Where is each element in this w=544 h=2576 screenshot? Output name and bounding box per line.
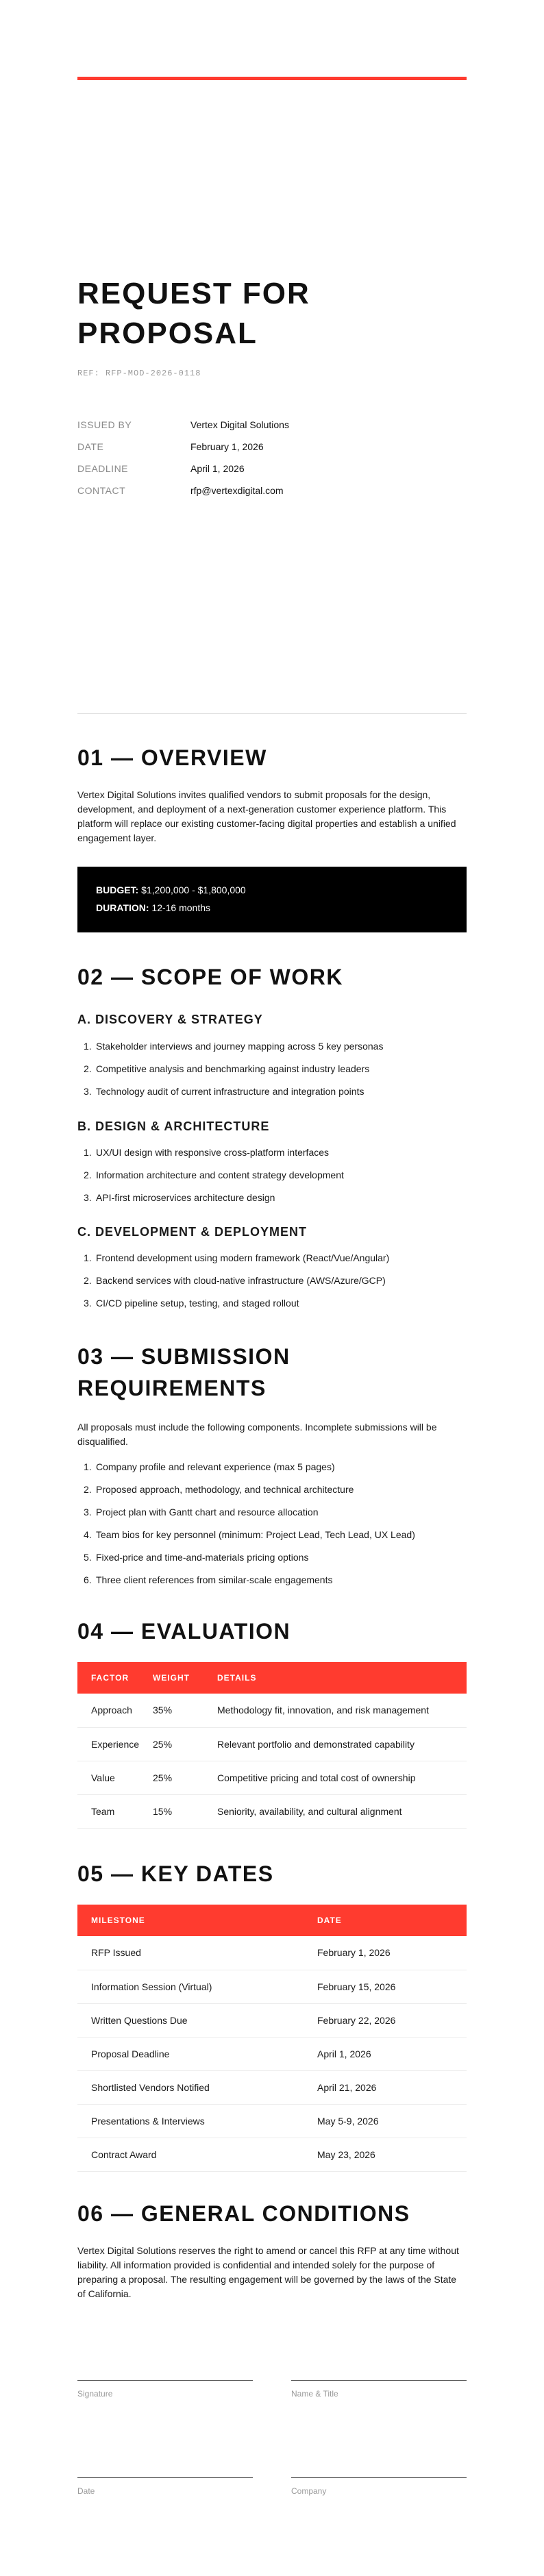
budget-box	[77, 867, 467, 932]
company-line[interactable]	[291, 2477, 467, 2478]
budget-value: $1,200,000 - $1,800,000	[138, 884, 246, 895]
list-item: 3. Project plan with Gantt chart and resource allocation	[84, 1506, 319, 1518]
meta-row-deadline	[77, 458, 467, 480]
submission-intro: All proposals must include the following components. Incomplete submissions will be disqualified.	[77, 1422, 437, 1447]
name-title-label: Name & Title	[291, 2389, 338, 2399]
table-header	[77, 1905, 467, 1936]
meta-row-issued-by	[77, 414, 467, 436]
column-header: DATE	[317, 1916, 342, 1925]
signature-label: Signature	[77, 2389, 113, 2399]
table-row: Presentations & Interviews May 5-9, 2026	[77, 2104, 467, 2138]
list-item: 1. UX/UI design with responsive cross-platform interfaces	[84, 1146, 330, 1158]
scope-list-development	[77, 1246, 467, 1314]
column-header: WEIGHT	[153, 1673, 190, 1683]
table-row: RFP Issued February 1, 2026	[77, 1936, 467, 1970]
scope-section-title: A. DISCOVERY & STRATEGY	[77, 1013, 263, 1026]
submission-list	[77, 1455, 467, 1591]
scope-section-title: B. DESIGN & ARCHITECTURE	[77, 1119, 270, 1133]
key-dates-table	[77, 1905, 467, 2172]
table-row: Proposal Deadline April 1, 2026	[77, 2037, 467, 2070]
section-divider	[77, 713, 467, 714]
duration-label: DURATION:	[96, 902, 149, 913]
table-header	[77, 1662, 467, 1694]
conditions-body: Vertex Digital Solutions reserves the right to amend or cancel this RFP at any time without liability. All information provided is confidential and intended solely for the purpose of preparing a proposal. The resulting engagement will be governed by the laws of the State of California.	[77, 2245, 459, 2299]
budget-label: BUDGET:	[96, 884, 139, 895]
list-item: 2. Proposed approach, methodology, and technical architecture	[84, 1483, 354, 1495]
key-dates-heading: 05 — KEY DATES	[77, 1861, 274, 1886]
meta-key: DEADLINE	[77, 463, 129, 474]
table-row: Written Questions Due February 22, 2026	[77, 2003, 467, 2037]
table-row: Shortlisted Vendors Notified April 21, 2026	[77, 2070, 467, 2104]
document-title: REQUEST FOR PROPOSAL	[77, 277, 310, 350]
submission-heading: 03 — SUBMISSION REQUIREMENTS	[77, 1344, 290, 1400]
conditions-heading: 06 — GENERAL CONDITIONS	[77, 2201, 410, 2226]
cover-meta	[77, 414, 467, 501]
duration-value: 12-16 months	[149, 902, 211, 913]
table-row: Experience 25% Relevant portfolio and demonstrated capability	[77, 1727, 467, 1761]
meta-row-date	[77, 436, 467, 458]
signature-line[interactable]	[77, 2380, 253, 2381]
list-item: 2. Backend services with cloud-native infrastructure (AWS/Azure/GCP)	[84, 1274, 386, 1286]
list-item: 3. Technology audit of current infrastructure and integration points	[84, 1085, 364, 1097]
meta-value: February 1, 2026	[190, 441, 264, 452]
evaluation-heading: 04 — EVALUATION	[77, 1619, 291, 1644]
reference-number: REF: RFP-MOD-2026-0118	[77, 369, 201, 378]
table-row: Contract Award May 23, 2026	[77, 2138, 467, 2171]
column-header: DETAILS	[217, 1673, 257, 1683]
table-row: Approach 35% Methodology fit, innovation, and risk management	[77, 1694, 467, 1727]
accent-rule	[77, 77, 467, 80]
meta-value: April 1, 2026	[190, 463, 245, 474]
overview-body: Vertex Digital Solutions invites qualified vendors to submit proposals for the design, development, and deployment of a next-generation customer experience platform. This platform will replace our existing customer-facing digital properties and establish a unified engagement layer.	[77, 789, 456, 843]
list-item: 2. Competitive analysis and benchmarking against industry leaders	[84, 1063, 370, 1074]
date-label: Date	[77, 2486, 95, 2496]
company-label: Company	[291, 2486, 327, 2496]
meta-key: ISSUED BY	[77, 419, 132, 430]
meta-key: DATE	[77, 441, 104, 452]
list-item: 4. Team bios for key personnel (minimum: Project Lead, Tech Lead, UX Lead)	[84, 1528, 415, 1540]
scope-list-design	[77, 1141, 467, 1209]
evaluation-table	[77, 1662, 467, 1829]
table-row: Information Session (Virtual) February 15, 2026	[77, 1970, 467, 2003]
list-item: 1. Company profile and relevant experience (max 5 pages)	[84, 1461, 335, 1472]
scope-heading: 02 — SCOPE OF WORK	[77, 965, 343, 989]
table-row: Value 25% Competitive pricing and total cost of ownership	[77, 1761, 467, 1794]
list-item: 2. Information architecture and content strategy development	[84, 1169, 344, 1180]
list-item: 6. Three client references from similar-scale engagements	[84, 1574, 333, 1585]
list-item: 3. API-first microservices architecture design	[84, 1191, 275, 1203]
date-line[interactable]	[77, 2477, 253, 2478]
contact-email[interactable]: rfp@vertexdigital.com	[190, 485, 284, 496]
scope-section-title: C. DEVELOPMENT & DEPLOYMENT	[77, 1225, 308, 1239]
scope-list-discovery	[77, 1035, 467, 1102]
column-header: FACTOR	[91, 1673, 129, 1683]
list-item: 5. Fixed-price and time-and-materials pricing options	[84, 1551, 309, 1563]
overview-heading: 01 — OVERVIEW	[77, 745, 267, 770]
list-item: 3. CI/CD pipeline setup, testing, and staged rollout	[84, 1297, 299, 1309]
column-header: MILESTONE	[91, 1916, 145, 1925]
name-title-line[interactable]	[291, 2380, 467, 2381]
meta-row-contact	[77, 480, 467, 501]
list-item: 1. Frontend development using modern framework (React/Vue/Angular)	[84, 1252, 390, 1263]
list-item: 1. Stakeholder interviews and journey mapping across 5 key personas	[84, 1040, 384, 1052]
meta-value: Vertex Digital Solutions	[190, 419, 289, 430]
table-row: Team 15% Seniority, availability, and cultural alignment	[77, 1794, 467, 1828]
meta-key: CONTACT	[77, 485, 126, 496]
